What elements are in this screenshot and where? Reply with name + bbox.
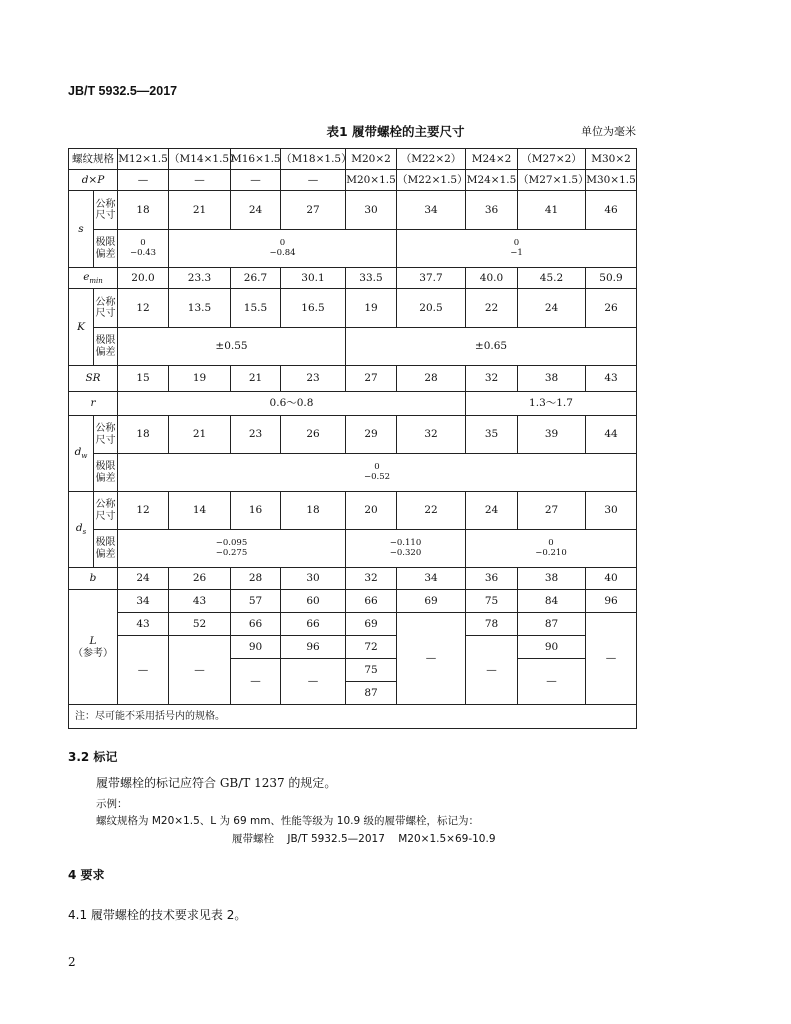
l-row xyxy=(69,590,637,613)
s-label: s xyxy=(69,191,94,268)
dxp-cell: — xyxy=(231,170,281,191)
emin-cell: 23.3 xyxy=(169,268,231,289)
dw-tol-row xyxy=(69,454,637,492)
s-tol: 0 −0.84 xyxy=(169,230,397,268)
thread-label: 螺纹规格 xyxy=(69,149,118,170)
ds-tol: 0 −0.210 xyxy=(466,530,637,568)
ds-nominal: 12 xyxy=(118,492,169,530)
sr-row xyxy=(69,366,637,392)
l-cell: 66 xyxy=(281,613,346,636)
sr-cell: 38 xyxy=(518,366,586,392)
thread-cell: （M18×1.5） xyxy=(281,149,346,170)
dw-nominal: 39 xyxy=(518,416,586,454)
l-cell: 43 xyxy=(169,590,231,613)
emin-cell: 30.1 xyxy=(281,268,346,289)
b-cell: 36 xyxy=(466,568,518,590)
l-cell: 87 xyxy=(346,682,397,705)
document-id: JB/T 5932.5—2017 xyxy=(68,84,178,98)
thread-row xyxy=(69,149,637,170)
section-4-1-text: 4.1 履带螺栓的技术要求见表 2。 xyxy=(68,908,247,922)
s-nominal: 46 xyxy=(586,191,637,230)
emin-cell: 50.9 xyxy=(586,268,637,289)
dw-nominal: 26 xyxy=(281,416,346,454)
s-nominal: 27 xyxy=(281,191,346,230)
s-nominal: 30 xyxy=(346,191,397,230)
l-dash: — xyxy=(518,659,586,705)
tol-label: 极限 偏差 xyxy=(94,530,118,568)
r-cell: 0.6～0.8 xyxy=(118,392,466,416)
section-3-2-paragraph: 履带螺栓的标记应符合 GB/T 1237 的规定。 xyxy=(96,776,337,790)
l-dash: — xyxy=(169,636,231,705)
l-cell: 75 xyxy=(466,590,518,613)
sr-label: SR xyxy=(69,366,118,392)
k-label: K xyxy=(69,289,94,366)
nominal-label: 公称 尺寸 xyxy=(94,492,118,530)
s-nominal: 41 xyxy=(518,191,586,230)
l-cell: 84 xyxy=(518,590,586,613)
dxp-label: d×P xyxy=(69,170,118,191)
k-nominal: 15.5 xyxy=(231,289,281,328)
dw-nominal-row xyxy=(69,416,637,454)
dw-nominal: 23 xyxy=(231,416,281,454)
ds-nominal: 16 xyxy=(231,492,281,530)
dimension-table xyxy=(68,148,637,729)
marking-example: 履带螺栓 JB/T 5932.5—2017 M20×1.5×69-10.9 xyxy=(232,833,496,845)
ds-nominal: 30 xyxy=(586,492,637,530)
l-row xyxy=(69,613,637,636)
l-dash: — xyxy=(281,659,346,705)
l-dash: — xyxy=(231,659,281,705)
dw-tol: 0 −0.52 xyxy=(118,454,637,492)
sr-cell: 43 xyxy=(586,366,637,392)
ds-nominal: 20 xyxy=(346,492,397,530)
b-cell: 40 xyxy=(586,568,637,590)
l-label: L （参考） xyxy=(69,590,118,705)
s-tol: 0 −0.43 xyxy=(118,230,169,268)
l-cell: 43 xyxy=(118,613,169,636)
table-unit: 单位为毫米 xyxy=(581,125,636,138)
k-nominal: 20.5 xyxy=(397,289,466,328)
thread-cell: （M27×2） xyxy=(518,149,586,170)
tol-label: 极限 偏差 xyxy=(94,230,118,268)
section-3-2-heading: 3.2 标记 xyxy=(68,750,118,764)
thread-cell: M24×2 xyxy=(466,149,518,170)
tol-label: 极限 偏差 xyxy=(94,328,118,366)
sr-cell: 28 xyxy=(397,366,466,392)
sr-cell: 23 xyxy=(281,366,346,392)
l-cell: 75 xyxy=(346,659,397,682)
r-row xyxy=(69,392,637,416)
l-cell: 96 xyxy=(281,636,346,659)
k-tol: ±0.55 xyxy=(118,328,346,366)
emin-label: $e_{min}$ xyxy=(69,268,118,289)
dw-label: $d_w$ xyxy=(69,416,94,492)
ds-nominal: 14 xyxy=(169,492,231,530)
s-tol: 0 −1 xyxy=(397,230,637,268)
note-row xyxy=(69,705,637,729)
ds-nominal: 24 xyxy=(466,492,518,530)
section-4-heading: 4 要求 xyxy=(68,868,105,882)
l-cell: 96 xyxy=(586,590,637,613)
k-nominal: 13.5 xyxy=(169,289,231,328)
sr-cell: 32 xyxy=(466,366,518,392)
s-nominal: 21 xyxy=(169,191,231,230)
k-nominal: 12 xyxy=(118,289,169,328)
ds-nominal: 22 xyxy=(397,492,466,530)
l-cell: 90 xyxy=(518,636,586,659)
s-nominal: 24 xyxy=(231,191,281,230)
b-label: b xyxy=(69,568,118,590)
dxp-cell: M24×1.5 xyxy=(466,170,518,191)
ds-tol: −0.095 −0.275 xyxy=(118,530,346,568)
dxp-row xyxy=(69,170,637,191)
thread-cell: M12×1.5 xyxy=(118,149,169,170)
k-nominal-row xyxy=(69,289,637,328)
sr-cell: 27 xyxy=(346,366,397,392)
b-cell: 28 xyxy=(231,568,281,590)
emin-cell: 20.0 xyxy=(118,268,169,289)
dw-nominal: 21 xyxy=(169,416,231,454)
l-cell: 69 xyxy=(346,613,397,636)
dxp-cell: （M27×1.5） xyxy=(518,170,586,191)
emin-cell: 45.2 xyxy=(518,268,586,289)
r-label: r xyxy=(69,392,118,416)
l-cell: 78 xyxy=(466,613,518,636)
k-nominal: 26 xyxy=(586,289,637,328)
s-tol-row xyxy=(69,230,637,268)
dxp-cell: M30×1.5 xyxy=(586,170,637,191)
l-cell: 87 xyxy=(518,613,586,636)
k-nominal: 22 xyxy=(466,289,518,328)
sr-cell: 21 xyxy=(231,366,281,392)
emin-cell: 40.0 xyxy=(466,268,518,289)
s-nominal: 34 xyxy=(397,191,466,230)
l-cell: 66 xyxy=(346,590,397,613)
ds-nominal: 18 xyxy=(281,492,346,530)
thread-cell: M20×2 xyxy=(346,149,397,170)
b-cell: 38 xyxy=(518,568,586,590)
dxp-cell: — xyxy=(281,170,346,191)
l-cell: 72 xyxy=(346,636,397,659)
l-dash: — xyxy=(397,613,466,705)
example-text: 螺纹规格为 M20×1.5、L 为 69 mm、性能等级为 10.9 级的履带螺栓，标记为： xyxy=(96,815,479,827)
l-dash: — xyxy=(466,636,518,705)
nominal-label: 公称 尺寸 xyxy=(94,191,118,230)
dxp-cell: — xyxy=(118,170,169,191)
thread-cell: （M22×2） xyxy=(397,149,466,170)
b-cell: 26 xyxy=(169,568,231,590)
ds-nominal: 27 xyxy=(518,492,586,530)
emin-cell: 37.7 xyxy=(397,268,466,289)
b-row xyxy=(69,568,637,590)
k-tol-row xyxy=(69,328,637,366)
thread-cell: M16×1.5 xyxy=(231,149,281,170)
page-number: 2 xyxy=(68,955,76,969)
emin-row xyxy=(69,268,637,289)
l-dash: — xyxy=(586,613,637,705)
dxp-cell: M20×1.5 xyxy=(346,170,397,191)
ds-label: $d_s$ xyxy=(69,492,94,568)
dw-nominal: 35 xyxy=(466,416,518,454)
table-caption: 表1 履带螺栓的主要尺寸 xyxy=(326,124,465,139)
s-nominal: 36 xyxy=(466,191,518,230)
b-cell: 30 xyxy=(281,568,346,590)
l-cell: 52 xyxy=(169,613,231,636)
thread-cell: M30×2 xyxy=(586,149,637,170)
b-cell: 24 xyxy=(118,568,169,590)
ds-nominal-row xyxy=(69,492,637,530)
r-cell: 1.3～1.7 xyxy=(466,392,637,416)
s-nominal-row xyxy=(69,191,637,230)
k-nominal: 19 xyxy=(346,289,397,328)
nominal-label: 公称 尺寸 xyxy=(94,416,118,454)
b-cell: 32 xyxy=(346,568,397,590)
l-cell: 66 xyxy=(231,613,281,636)
sr-cell: 15 xyxy=(118,366,169,392)
ds-tol-row xyxy=(69,530,637,568)
l-row xyxy=(69,636,637,659)
emin-cell: 26.7 xyxy=(231,268,281,289)
l-cell: 57 xyxy=(231,590,281,613)
dxp-cell: （M22×1.5） xyxy=(397,170,466,191)
dxp-cell: — xyxy=(169,170,231,191)
dw-nominal: 44 xyxy=(586,416,637,454)
table-note: 注：尽可能不采用括号内的规格。 xyxy=(69,705,637,729)
l-dash: — xyxy=(118,636,169,705)
thread-cell: （M14×1.5） xyxy=(169,149,231,170)
l-cell: 60 xyxy=(281,590,346,613)
dw-nominal: 32 xyxy=(397,416,466,454)
k-tol: ±0.65 xyxy=(346,328,637,366)
emin-cell: 33.5 xyxy=(346,268,397,289)
l-cell: 34 xyxy=(118,590,169,613)
k-nominal: 16.5 xyxy=(281,289,346,328)
l-cell: 90 xyxy=(231,636,281,659)
b-cell: 34 xyxy=(397,568,466,590)
l-cell: 69 xyxy=(397,590,466,613)
nominal-label: 公称 尺寸 xyxy=(94,289,118,328)
ds-tol: −0.110 −0.320 xyxy=(346,530,466,568)
tol-label: 极限 偏差 xyxy=(94,454,118,492)
s-nominal: 18 xyxy=(118,191,169,230)
example-label: 示例： xyxy=(96,798,128,810)
k-nominal: 24 xyxy=(518,289,586,328)
dw-nominal: 29 xyxy=(346,416,397,454)
sr-cell: 19 xyxy=(169,366,231,392)
dw-nominal: 18 xyxy=(118,416,169,454)
